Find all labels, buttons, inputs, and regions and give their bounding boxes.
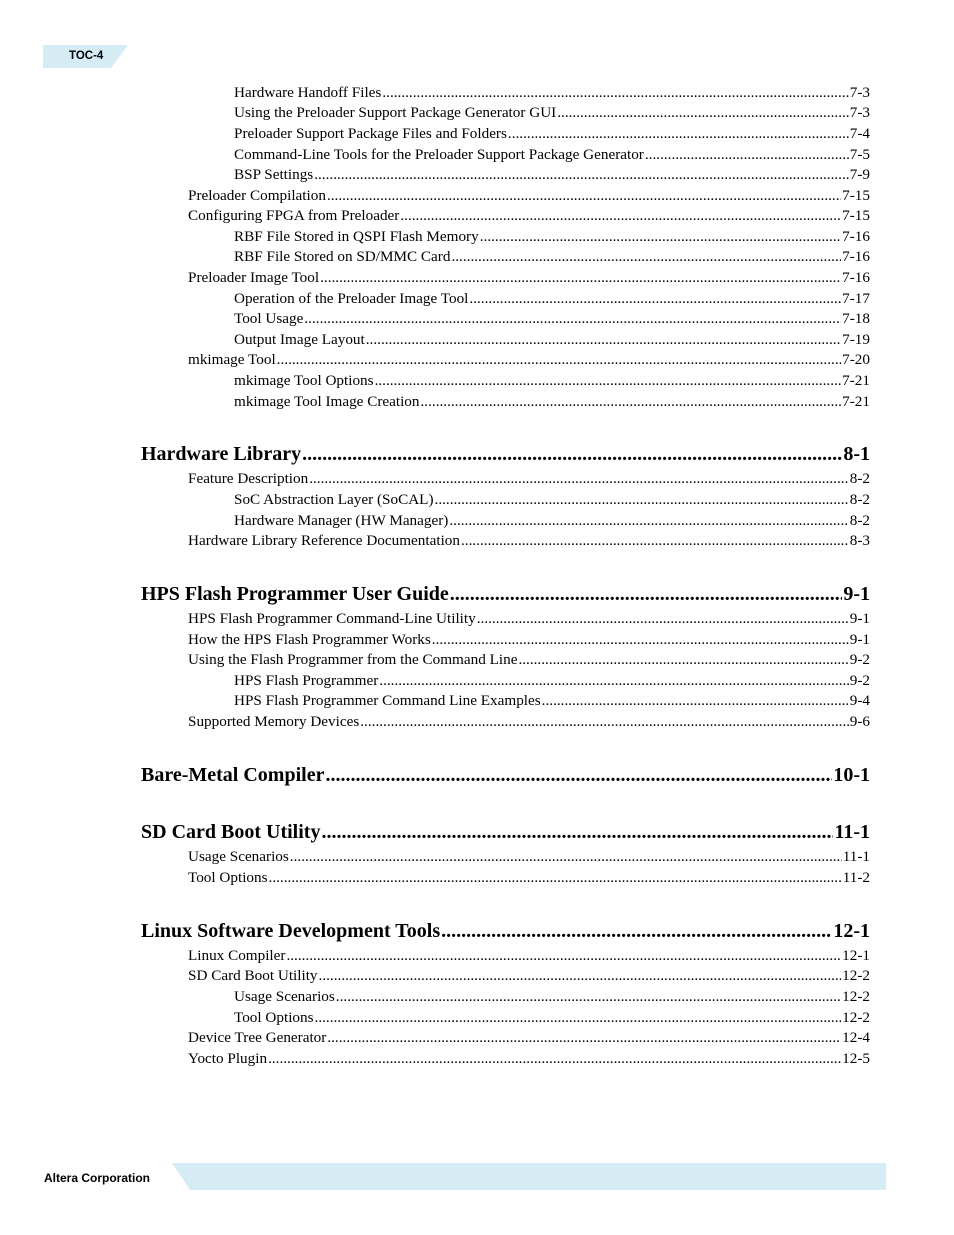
toc-entry[interactable] <box>188 967 870 985</box>
toc-entry-page: 9-6 <box>849 713 870 730</box>
toc-entry-page: 11-1 <box>842 848 870 865</box>
toc-entry[interactable] <box>234 692 870 710</box>
toc-entry-page: 9-2 <box>849 672 870 689</box>
toc-entry[interactable] <box>188 532 870 550</box>
toc-entry[interactable] <box>234 228 870 246</box>
toc-entry[interactable] <box>234 310 870 328</box>
toc-dot-leader <box>302 443 842 466</box>
toc-entry-page: 7-3 <box>849 84 870 101</box>
toc-dot-leader <box>432 631 849 649</box>
toc-entry-title: How the HPS Flash Programmer Works <box>188 631 431 648</box>
toc-entry-title: RBF File Stored in QSPI Flash Memory <box>234 228 479 245</box>
toc-entry[interactable] <box>234 988 870 1006</box>
toc-entry[interactable] <box>234 248 870 266</box>
toc-entry-title: Hardware Manager (HW Manager) <box>234 512 449 529</box>
toc-entry-title: HPS Flash Programmer Command-Line Utility <box>188 610 476 627</box>
toc-entry[interactable] <box>188 651 870 669</box>
toc-entry-title: RBF File Stored on SD/MMC Card <box>234 248 451 265</box>
toc-entry[interactable] <box>234 125 870 143</box>
toc-entry-title: Output Image Layout <box>234 331 365 348</box>
toc-entry-title: Configuring FPGA from Preloader <box>188 207 400 224</box>
toc-entry-title: mkimage Tool Image Creation <box>234 393 420 410</box>
toc-entry-page: 8-2 <box>849 512 870 529</box>
toc-dot-leader <box>309 470 849 488</box>
toc-entry-title: SD Card Boot Utility <box>141 821 321 843</box>
toc-dot-leader <box>336 988 841 1006</box>
toc-page-tab <box>43 45 111 68</box>
toc-entry-title: Bare-Metal Compiler <box>141 764 325 786</box>
toc-entry[interactable] <box>234 290 870 308</box>
footer-company: Altera Corporation <box>44 1171 151 1185</box>
toc-entry-title: HPS Flash Programmer User Guide <box>141 583 449 605</box>
toc-entry-page: 7-3 <box>849 104 870 121</box>
toc-dot-leader <box>290 848 842 866</box>
toc-dot-leader <box>304 310 841 328</box>
toc-dot-leader <box>435 491 849 509</box>
toc-entry-title: Supported Memory Devices <box>188 713 360 730</box>
toc-dot-leader <box>325 764 832 787</box>
toc-entry-page: 8-2 <box>849 470 870 487</box>
toc-entry-title: SoC Abstraction Layer (SoCAL) <box>234 491 434 508</box>
toc-entry[interactable] <box>188 610 870 628</box>
toc-entry[interactable] <box>188 1029 870 1047</box>
toc-entry[interactable] <box>234 672 870 690</box>
toc-dot-leader <box>451 248 841 266</box>
toc-dot-leader <box>320 269 841 287</box>
toc-entry-title: Tool Options <box>234 1009 314 1026</box>
toc-entry[interactable] <box>188 269 870 287</box>
toc-chapter-entry[interactable] <box>141 443 870 466</box>
toc-entry[interactable] <box>188 351 870 369</box>
toc-entry-page: 7-4 <box>849 125 870 142</box>
toc-entry[interactable] <box>188 207 870 225</box>
toc-entry-title: Tool Options <box>188 869 268 886</box>
toc-entry[interactable] <box>234 166 870 184</box>
toc-entry-title: mkimage Tool <box>188 351 276 368</box>
toc-entry-page: 7-17 <box>842 290 870 307</box>
toc-dot-leader <box>542 692 849 710</box>
toc-dot-leader <box>469 290 841 308</box>
toc-entry-title: Command-Line Tools for the Preloader Support Package Generator <box>234 146 644 163</box>
toc-entry-page: 12-2 <box>842 1009 870 1026</box>
toc-dot-leader <box>321 821 833 844</box>
toc-dot-leader <box>461 532 849 550</box>
toc-entry-title: Hardware Handoff Files <box>234 84 382 101</box>
toc-entry-title: Linux Software Development Tools <box>141 920 441 942</box>
toc-entry-page: 11-2 <box>842 869 870 886</box>
toc-entry[interactable] <box>234 512 870 530</box>
toc-entry[interactable] <box>234 84 870 102</box>
toc-dot-leader <box>375 372 842 390</box>
toc-entry[interactable] <box>188 470 870 488</box>
toc-dot-leader <box>277 351 841 369</box>
toc-dot-leader <box>286 947 841 965</box>
toc-entry-title: Feature Description <box>188 470 309 487</box>
toc-dot-leader <box>480 228 841 246</box>
toc-page-label: TOC-4 <box>69 50 104 62</box>
toc-entry[interactable] <box>188 869 870 887</box>
toc-dot-leader <box>315 1009 842 1027</box>
toc-entry-title: HPS Flash Programmer Command Line Examples <box>234 692 541 709</box>
toc-dot-leader <box>319 967 842 985</box>
toc-dot-leader <box>268 1050 841 1068</box>
toc-entry-title: Hardware Library Reference Documentation <box>188 532 460 549</box>
toc-entry-title: Tool Usage <box>234 310 304 327</box>
toc-entry-page: 7-16 <box>842 228 870 245</box>
toc-entry-page: 7-15 <box>842 207 870 224</box>
toc-entry[interactable] <box>234 491 870 509</box>
toc-entry-page: 7-15 <box>842 187 870 204</box>
toc-dot-leader <box>477 610 849 628</box>
toc-entry-title: Usage Scenarios <box>234 988 335 1005</box>
toc-entry[interactable] <box>234 104 870 122</box>
toc-entry-page: 10-1 <box>833 764 870 786</box>
toc-entry[interactable] <box>234 1009 870 1027</box>
toc-entry-page: 8-1 <box>843 443 870 465</box>
toc-chapter-entry[interactable] <box>141 583 870 606</box>
toc-entry-page: 9-4 <box>849 692 870 709</box>
toc-entry-title: Preloader Support Package Files and Folders <box>234 125 507 142</box>
toc-entry-page: 12-1 <box>842 947 870 964</box>
toc-dot-leader <box>441 920 832 943</box>
toc-dot-leader <box>382 84 848 102</box>
toc-dot-leader <box>450 583 843 606</box>
toc-entry-page: 8-2 <box>849 491 870 508</box>
toc-entry-title: Operation of the Preloader Image Tool <box>234 290 469 307</box>
toc-entry-title: Linux Compiler <box>188 947 286 964</box>
toc-entry-title: Using the Flash Programmer from the Command Line <box>188 651 518 668</box>
toc-entry-page: 9-1 <box>843 583 870 605</box>
toc-chapter-entry[interactable] <box>141 764 870 787</box>
toc-entry-title: BSP Settings <box>234 166 314 183</box>
toc-dot-leader <box>508 125 849 143</box>
toc-entry[interactable] <box>234 146 870 164</box>
toc-entry-title: HPS Flash Programmer <box>234 672 379 689</box>
toc-entry[interactable] <box>188 1050 870 1068</box>
toc-entry[interactable] <box>188 713 870 731</box>
toc-dot-leader <box>557 104 849 122</box>
toc-entry-page: 12-1 <box>833 920 870 942</box>
toc-entry-page: 9-2 <box>849 651 870 668</box>
toc-dot-leader <box>400 207 841 225</box>
toc-entry-page: 7-9 <box>849 166 870 183</box>
toc-entry-title: Device Tree Generator <box>188 1029 327 1046</box>
toc-entry-page: 12-2 <box>842 967 870 984</box>
toc-entry-page: 12-2 <box>842 988 870 1005</box>
toc-entry-page: 7-21 <box>842 393 870 410</box>
toc-entry[interactable] <box>188 848 870 866</box>
toc-entry-title: mkimage Tool Options <box>234 372 374 389</box>
toc-dot-leader <box>366 331 841 349</box>
toc-dot-leader <box>360 713 849 731</box>
toc-entry-title: Preloader Compilation <box>188 187 326 204</box>
toc-dot-leader <box>314 166 849 184</box>
toc-entry-page: 12-4 <box>842 1029 870 1046</box>
toc-dot-leader <box>518 651 848 669</box>
toc-entry-page: 7-21 <box>842 372 870 389</box>
toc-dot-leader <box>379 672 848 690</box>
toc-dot-leader <box>327 187 841 205</box>
toc-entry-title: SD Card Boot Utility <box>188 967 318 984</box>
toc-chapter-entry[interactable] <box>141 821 870 844</box>
toc-entry-title: Usage Scenarios <box>188 848 289 865</box>
toc-dot-leader <box>327 1029 841 1047</box>
toc-entry[interactable] <box>188 187 870 205</box>
toc-entry-page: 7-16 <box>842 248 870 265</box>
toc-dot-leader <box>645 146 849 164</box>
toc-entry[interactable] <box>188 631 870 649</box>
toc-entry-title: Preloader Image Tool <box>188 269 320 286</box>
toc-entry-page: 12-5 <box>842 1050 870 1067</box>
toc-entry-page: 11-1 <box>834 821 870 843</box>
toc-entry[interactable] <box>234 393 870 411</box>
toc-entry-page: 8-3 <box>849 532 870 549</box>
footer-band <box>172 1163 886 1190</box>
toc-entry-page: 7-16 <box>842 269 870 286</box>
toc-entry[interactable] <box>234 372 870 390</box>
toc-entry[interactable] <box>188 947 870 965</box>
toc-dot-leader <box>269 869 842 887</box>
toc-entry-page: 7-20 <box>842 351 870 368</box>
toc-entry-page: 7-19 <box>842 331 870 348</box>
toc-entry-page: 7-5 <box>849 146 870 163</box>
toc-entry[interactable] <box>234 331 870 349</box>
toc-entry-page: 9-1 <box>849 610 870 627</box>
toc-dot-leader <box>449 512 848 530</box>
toc-dot-leader <box>421 393 842 411</box>
toc-chapter-entry[interactable] <box>141 920 870 943</box>
toc-entry-title: Yocto Plugin <box>188 1050 268 1067</box>
toc-entry-page: 7-18 <box>842 310 870 327</box>
toc-entry-title: Hardware Library <box>141 443 302 465</box>
toc-entry-title: Using the Preloader Support Package Generator GUI <box>234 104 557 121</box>
toc-entry-page: 9-1 <box>849 631 870 648</box>
